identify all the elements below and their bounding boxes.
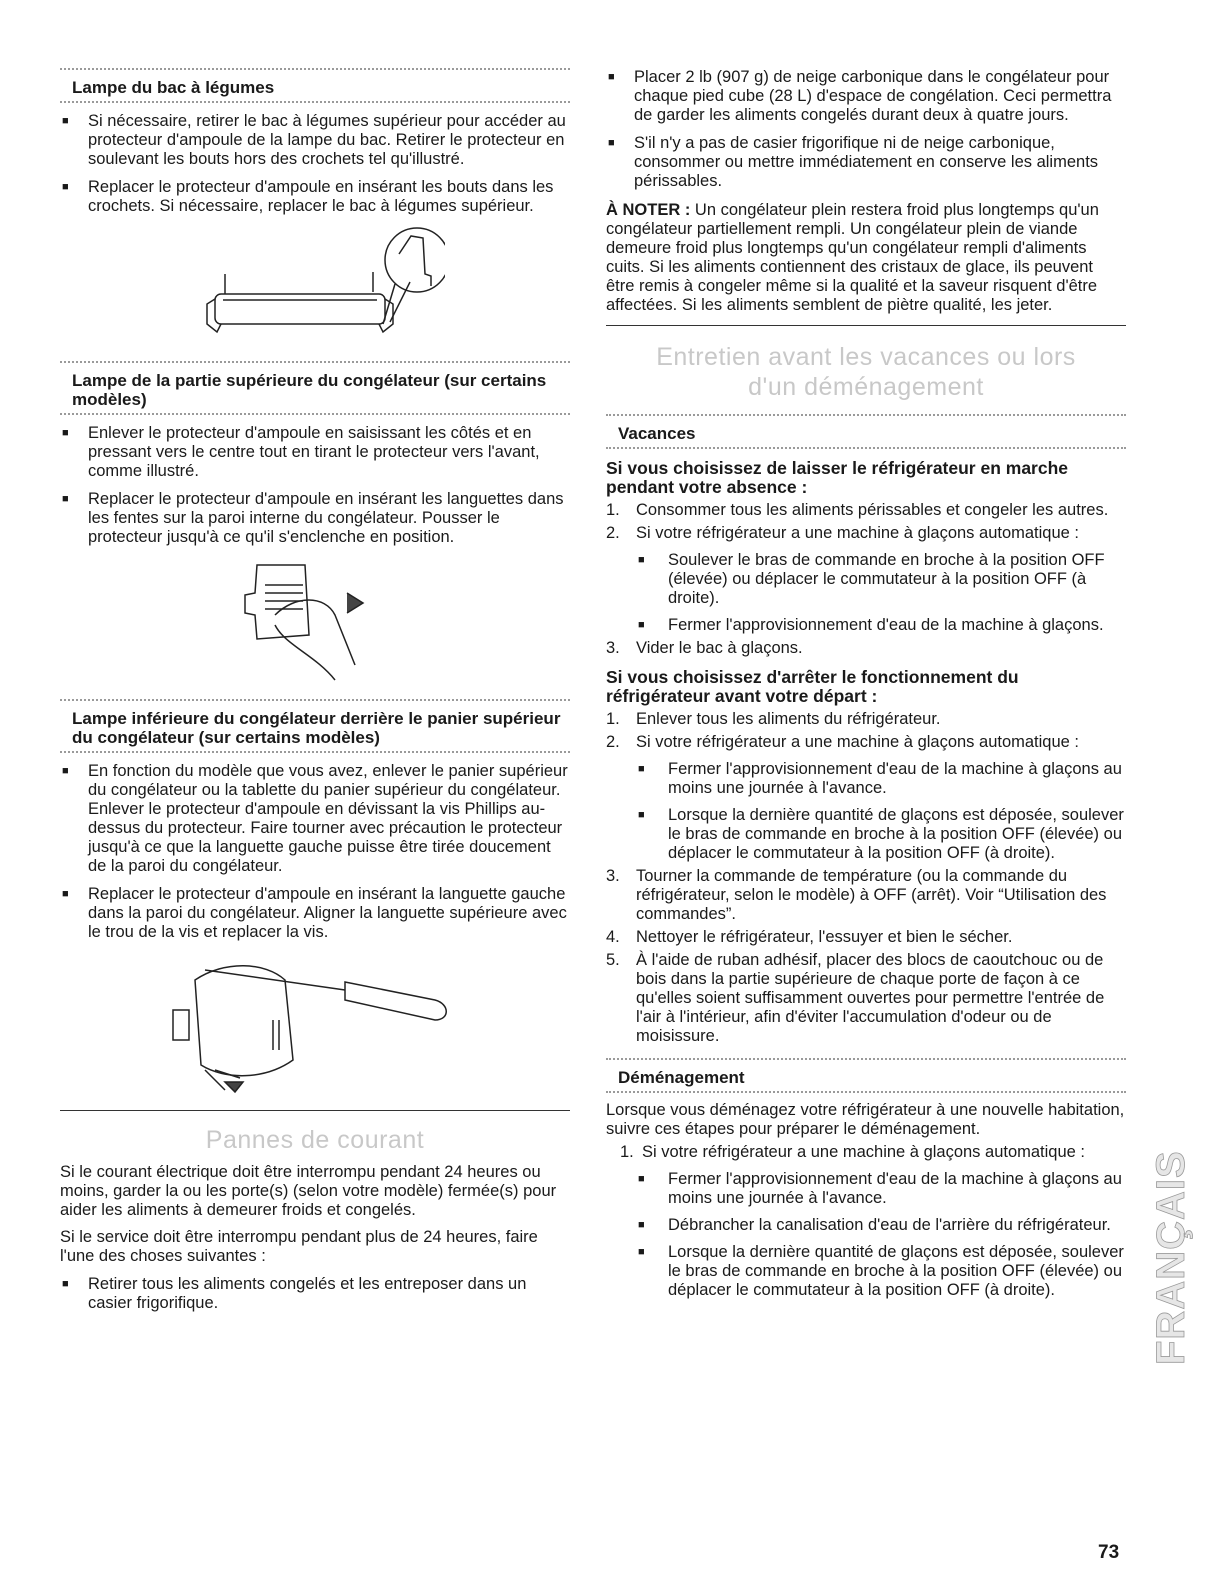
note-label: À NOTER : [606, 201, 691, 219]
section-title-freezer-top-light: Lampe de la partie supérieure du congélateur (sur certains modèles) [72, 371, 547, 409]
left-column [60, 68, 570, 1313]
bullet-icon: ■ [608, 137, 615, 149]
section-rule [606, 325, 1126, 326]
subheading-keep-running: Si vous choisissez de laisser le réfrigérateur en marche pendant votre absence : [606, 458, 1069, 497]
sub-bullet-item: ■ Lorsque la dernière quantité de glaçons est déposée, soulever le bras de commande en broche à la position OFF (élevée) ou déplacer le commutateur à la position OFF (à droite). [638, 1243, 1124, 1299]
numbered-item: 2. Si votre réfrigérateur a une machine à glaçons automatique : [606, 524, 1080, 542]
crisper-light-illustration [185, 224, 445, 349]
sub-bullet-item: ■ Lorsque la dernière quantité de glaçons est déposée, soulever le bras de commande en broche à la position OFF (élevée) ou déplacer le commutateur à la position OFF (à droite). [638, 806, 1124, 862]
section-divider [60, 751, 570, 753]
bullet-icon: ■ [62, 493, 69, 505]
bullet-icon: ■ [638, 619, 645, 631]
bullet-item: ■ Replacer le protecteur d'ampoule en insérant la languette gauche dans la paroi du congélateur. Aligner la languette supérieure avec le trou de la vis et replacer la vis. [62, 885, 567, 941]
section-title-vacances: Vacances [618, 424, 696, 443]
sub-bullet-item: ■ Fermer l'approvisionnement d'eau de la machine à glaçons au moins une journée à l'avance. [638, 760, 1122, 797]
numbered-item: 4. Nettoyer le réfrigérateur, l'essuyer et bien le sécher. [606, 928, 1013, 946]
section-divider [606, 447, 1126, 449]
bullet-icon: ■ [638, 763, 645, 775]
numbered-item: 1. Consommer tous les aliments périssables et congeler les autres. [606, 501, 1109, 519]
sub-bullet-item: ■ Débrancher la canalisation d'eau de l'arrière du réfrigérateur. [638, 1216, 1111, 1234]
bullet-icon: ■ [638, 1246, 645, 1258]
bullet-icon: ■ [62, 765, 69, 777]
section-rule [60, 1110, 570, 1111]
section-divider [606, 1091, 1126, 1093]
numbered-item: 2. Si votre réfrigérateur a une machine à glaçons automatique : [606, 733, 1080, 751]
bullet-icon: ■ [638, 1173, 645, 1185]
section-divider [60, 413, 570, 415]
numbered-item: 3. Tourner la commande de température (ou la commande du réfrigérateur, selon le modèle) à OFF (arrêt). Voir “Utilisation des commandes”. [606, 867, 1107, 923]
lower-light-screwdriver-illustration [165, 950, 465, 1100]
bullet-item: ■ Si nécessaire, retirer le bac à légumes supérieur pour accéder au protecteur d'ampoule de la lampe du bac. Retirer le protecteur en soulevant les bouts hors des crochets tel qu'illustré. [62, 112, 566, 168]
section-title-crisper-light: Lampe du bac à légumes [72, 78, 275, 97]
paragraph: Si le service doit être interrompu pendant plus de 24 heures, faire l'une des choses suivantes : [60, 1228, 538, 1265]
bullet-item: ■ Replacer le protecteur d'ampoule en insérant les bouts dans les crochets. Si nécessaire, replacer le bac à légumes supérieur. [62, 178, 554, 215]
note-paragraph: À NOTER : Un congélateur plein restera froid plus longtemps qu'un congélateur partiellement rempli. Un congélateur plein de viande demeure froid plus longtemps qu'un congélateur rempli d'aliments cuits. Si les aliments contiennent des cristaux de glace, ils peuvent être remis à congeler même si la qualité et la saveur risquent d'être affectées. Si les aliments semblent de piètre qualité, les jeter. [606, 201, 1099, 314]
bullet-icon: ■ [638, 1219, 645, 1231]
bullet-item: ■ Placer 2 lb (907 g) de neige carbonique dans le congélateur pour chaque pied cube (28 L) d'espace de congélation. Ceci permettra de garder les aliments congelés durant deux à quatre jours. [608, 68, 1112, 124]
right-column [606, 68, 1126, 1300]
bullet-icon: ■ [62, 181, 69, 193]
bullet-icon: ■ [638, 809, 645, 821]
numbered-item: 3. Vider le bac à glaçons. [606, 639, 803, 657]
bullet-item: ■ En fonction du modèle que vous avez, enlever le panier supérieur du congélateur ou la tablette du panier supérieur du congélateur. Enlever le protecteur d'ampoule en dévissant la vis Phillips au-dessus du protecteur. Faire tourner avec précaution le protecteur jusqu'à ce que la languette gauche puisse être tirée doucement de la paroi du congélateur. [62, 762, 568, 875]
bullet-item: ■ Replacer le protecteur d'ampoule en insérant les languettes dans les fentes sur la paroi interne du congélateur. Pousser le protecteur jusqu'à ce qu'il s'enclenche en position. [62, 490, 564, 546]
subheading-turn-off: Si vous choisissez d'arrêter le fonctionnement du réfrigérateur avant votre départ : [606, 667, 1019, 706]
section-title-freezer-lower-light: Lampe inférieure du congélateur derrière le panier supérieur du congélateur (sur certains modèles) [72, 709, 561, 747]
numbered-item: 1. Enlever tous les aliments du réfrigérateur. [606, 710, 941, 728]
heading-power-outage: Pannes de courant [205, 1126, 425, 1154]
bullet-icon: ■ [62, 115, 69, 127]
paragraph: Si le courant électrique doit être interrompu pendant 24 heures ou moins, garder la ou les porte(s) (selon votre modèle) fermée(s) pour aider les aliments à demeurer froids et congelés. [60, 1163, 557, 1219]
bullet-icon: ■ [608, 71, 615, 83]
sub-bullet-item: ■ Fermer l'approvisionnement d'eau de la machine à glaçons. [638, 616, 1104, 634]
numbered-item: 1. Si votre réfrigérateur a une machine à glaçons automatique : [620, 1143, 1086, 1161]
heading-maintenance: Entretien avant les vacances ou lors d'un déménagement [656, 343, 1076, 401]
bullet-icon: ■ [62, 888, 69, 900]
bullet-item: ■ S'il n'y a pas de casier frigorifique ni de neige carbonique, consommer ou mettre immédiatement en conserve les aliments périssables. [608, 134, 1099, 190]
freezer-light-illustration [235, 555, 395, 685]
numbered-item: 5. À l'aide de ruban adhésif, placer des blocs de caoutchouc ou de bois dans la partie supérieure de chaque porte de façon à ce qu'elles soient suffisamment ouvertes pour permettre l'entrée de l'air à l'intérieur, afin d'éviter l'accumulation d'odeur ou de moisissure. [606, 951, 1105, 1045]
sub-bullet-item: ■ Fermer l'approvisionnement d'eau de la machine à glaçons au moins une journée à l'avance. [638, 1170, 1122, 1207]
bullet-item: ■ Enlever le protecteur d'ampoule en saisissant les côtés et en pressant vers le centre tout en tirant le protecteur vers l'avant, comme illustré. [62, 424, 540, 480]
side-tab-label: FRANÇAIS [1149, 1150, 1193, 1365]
section-divider [60, 101, 570, 103]
section-title-demenagement: Déménagement [618, 1068, 745, 1087]
sub-bullet-item: ■ Soulever le bras de commande en broche à la position OFF (élevée) ou déplacer le commutateur à la position OFF (à droite). [638, 551, 1105, 607]
bullet-icon: ■ [62, 427, 69, 439]
bullet-item: ■ Retirer tous les aliments congelés et les entreposer dans un casier frigorifique. [62, 1275, 527, 1312]
bullet-icon: ■ [62, 1278, 69, 1290]
bullet-icon: ■ [638, 554, 645, 566]
language-side-tab [1148, 1060, 1198, 1370]
paragraph: Lorsque vous déménagez votre réfrigérateur à une nouvelle habitation, suivre ces étapes pour préparer le déménagement. [606, 1101, 1125, 1138]
page-number: 73 [1098, 1542, 1120, 1563]
